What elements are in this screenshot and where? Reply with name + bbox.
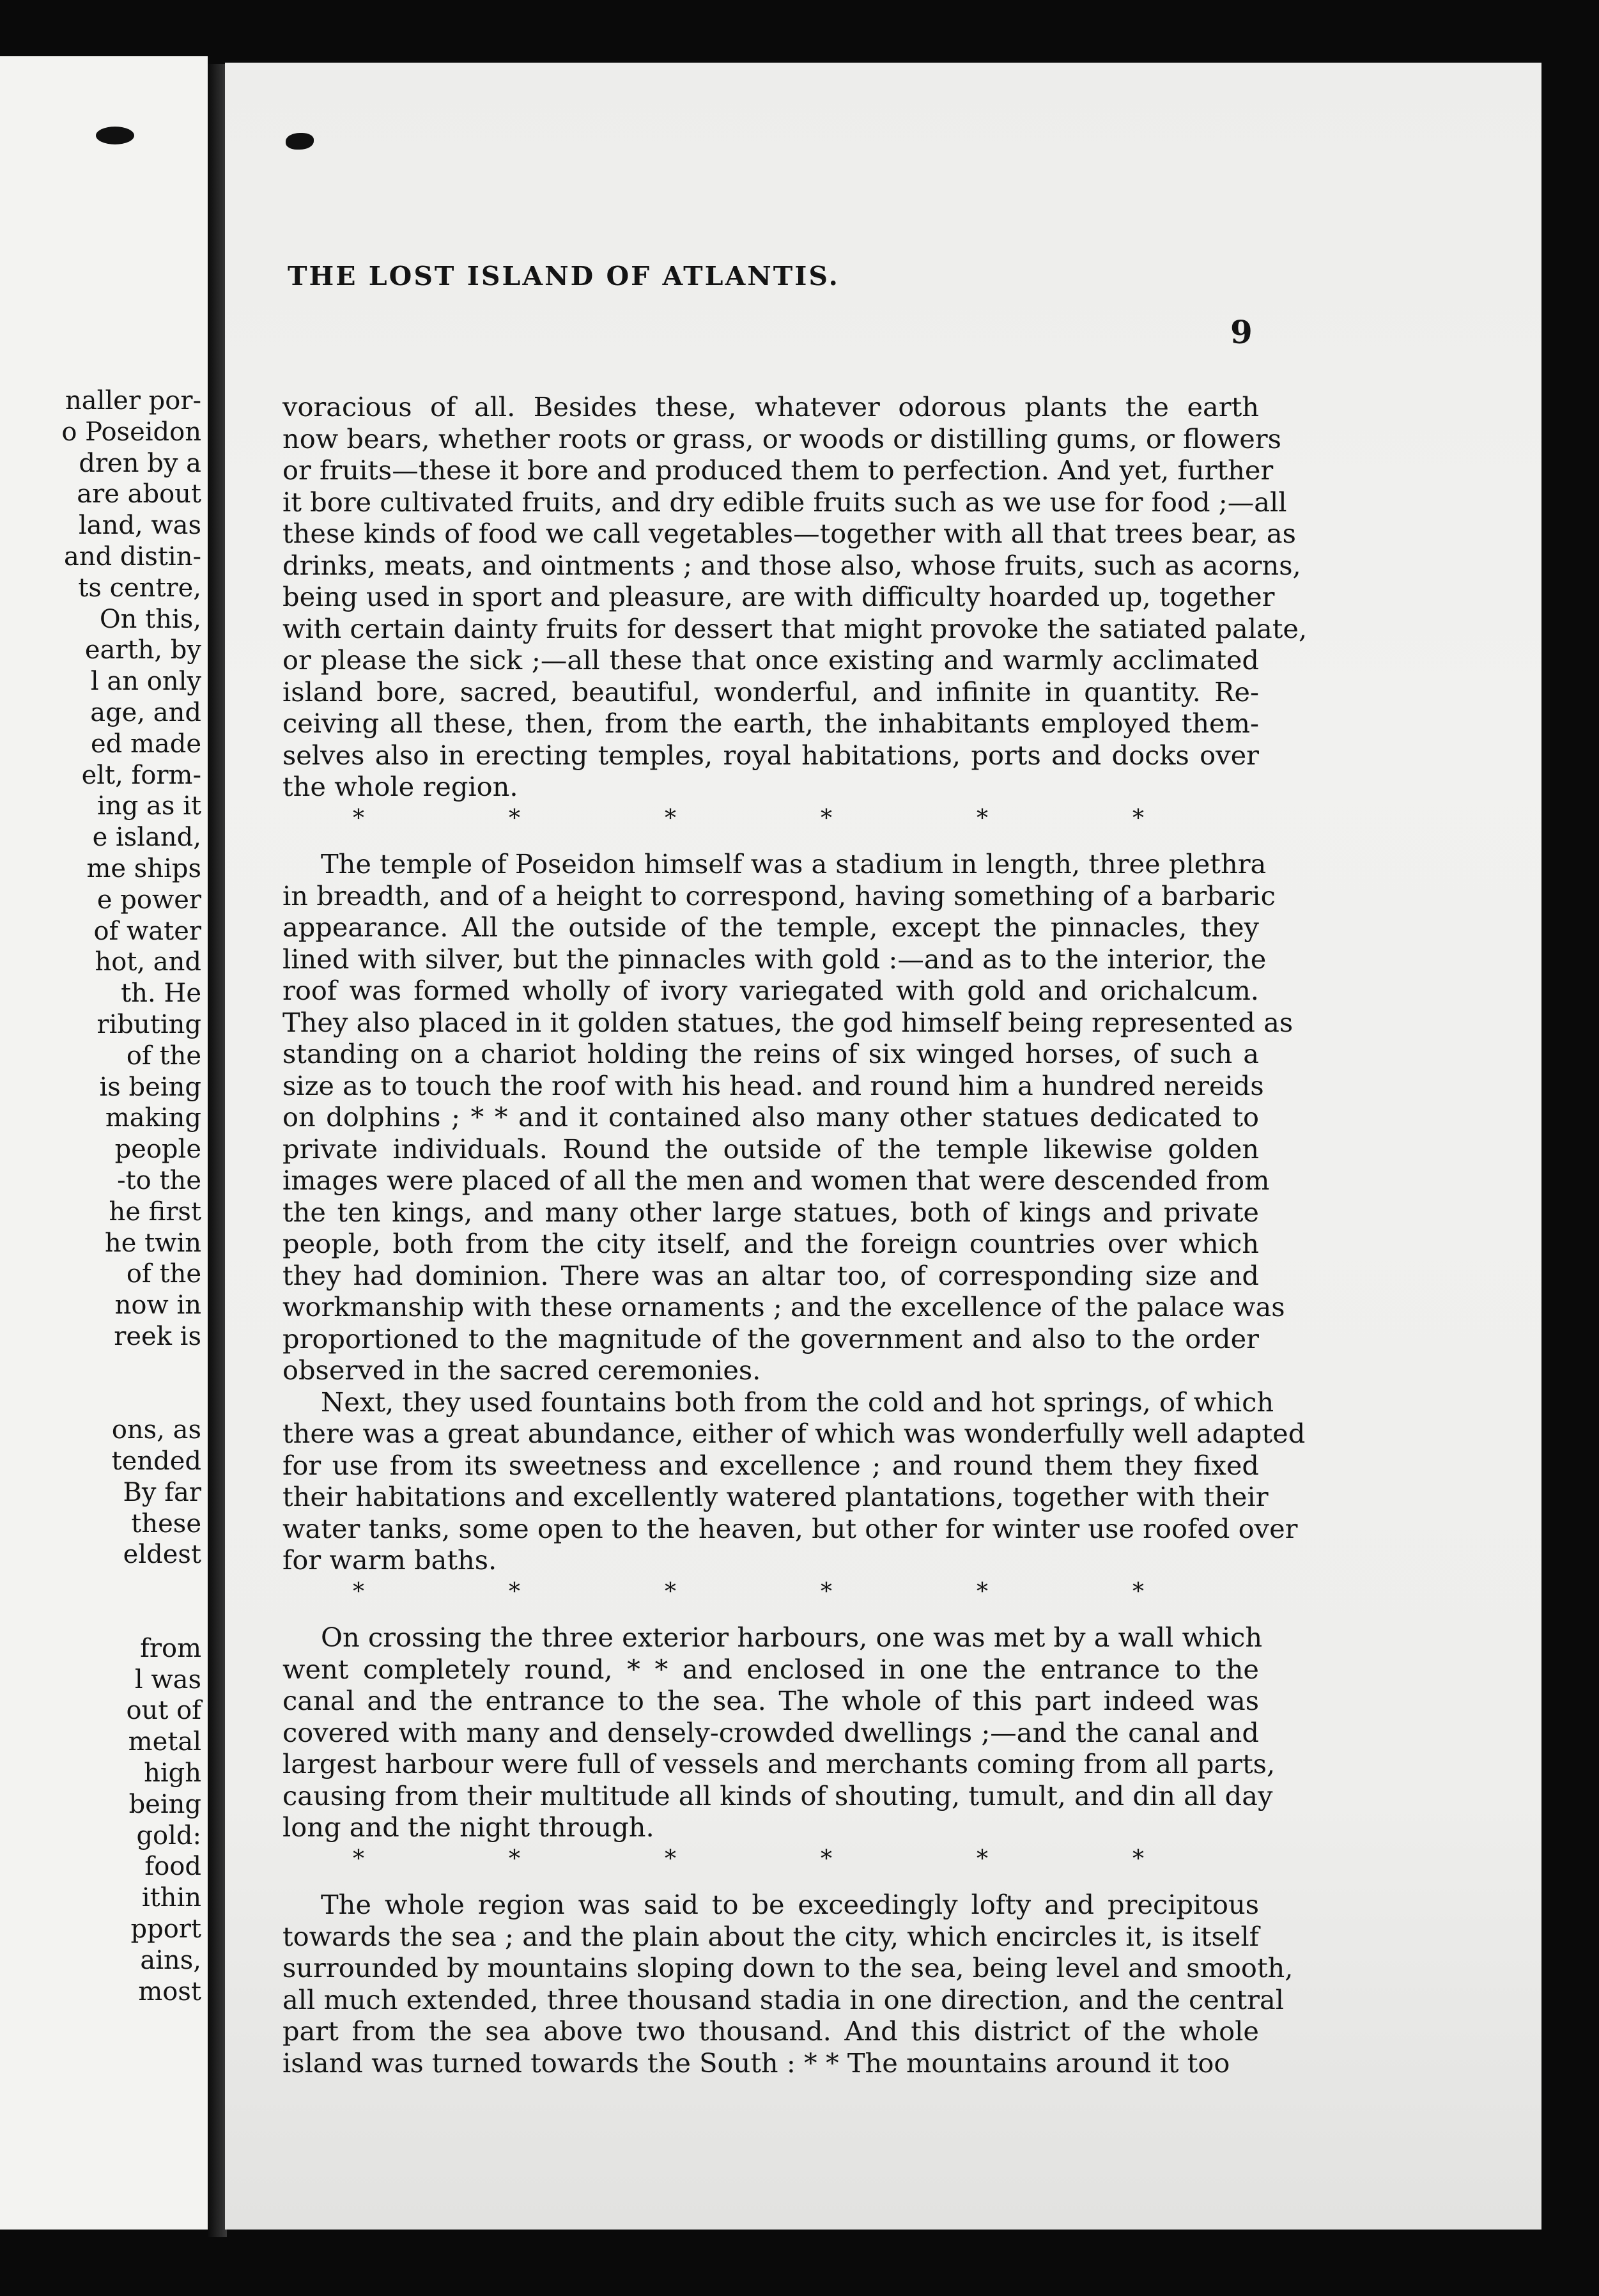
- left-fragment-line: On this,: [99, 604, 201, 634]
- text-line: ceiving all these, then, from the earth, the inhabitants employed them-: [282, 708, 1259, 739]
- text-line: water tanks, some open to the heaven, but other for winter use roofed over: [282, 1512, 1298, 1544]
- left-fragment-line: th. He: [121, 979, 201, 1009]
- text-line: people, both from the city itself, and the foreign countries over which: [282, 1228, 1259, 1259]
- left-fragment-line: e island,: [92, 823, 201, 853]
- left-fragment-line: e power: [97, 885, 201, 915]
- left-fragment-line: naller por-: [65, 386, 201, 415]
- separator-star: *: [509, 805, 520, 832]
- text-line: workmanship with these ornaments ; and the excellence of the palace was: [282, 1291, 1285, 1323]
- text-line: selves also in erecting temples, royal habitations, ports and docks over: [282, 739, 1259, 771]
- left-fragment-line: people: [114, 1135, 201, 1165]
- separator-star: *: [821, 805, 832, 832]
- left-fragment-line: reek is: [114, 1321, 201, 1351]
- left-fragment-line: out of: [126, 1696, 201, 1726]
- left-fragment-line: age, and: [90, 697, 201, 727]
- left-fragment-line: gold:: [136, 1820, 201, 1850]
- separator-star: *: [353, 1578, 364, 1605]
- left-fragment-line: o Poseidon: [61, 417, 201, 447]
- text-line: there was a great abundance, either of which was wonderfully well adapted: [282, 1418, 1306, 1449]
- separator-star: *: [665, 1845, 676, 1872]
- left-fragment-line: eldest: [123, 1540, 201, 1570]
- left-fragment-line: these: [131, 1509, 201, 1539]
- left-fragment-line: [61, 1602, 201, 1633]
- left-fragment-line: me ships: [86, 853, 201, 883]
- text-line: for warm baths.: [282, 1544, 497, 1576]
- left-fragment-line: and distin-: [64, 541, 201, 571]
- text-line: observed in the sacred ceremonies.: [282, 1354, 761, 1386]
- section-separator: [282, 1843, 1259, 1875]
- left-fragment-line: food: [144, 1852, 201, 1882]
- left-fragment-line: l was: [134, 1664, 201, 1695]
- text-line: standing on a chariot holding the reins of six winged horses, of such a: [282, 1038, 1259, 1069]
- paragraph-2: [282, 848, 1294, 1386]
- page-number: 9: [1230, 313, 1253, 351]
- text-line: drinks, meats, and ointments ; and those also, whose fruits, such as acorns,: [282, 549, 1301, 581]
- text-line: size as to touch the roof with his head. and round him a hundred nereids: [282, 1069, 1264, 1101]
- left-fragment-line: most: [138, 1976, 201, 2006]
- separator-star: *: [821, 1845, 832, 1872]
- ink-blot: [96, 127, 134, 144]
- left-fragment-line: are about: [77, 479, 201, 509]
- left-fragment-line: of water: [93, 916, 201, 946]
- text-line: private individuals. Round the outside of the temple likewise golden: [282, 1133, 1259, 1165]
- text-line: their habitations and excellently watered plantations, together with their: [282, 1481, 1269, 1512]
- separator-star: *: [665, 1578, 676, 1605]
- body-text: [282, 391, 1308, 2079]
- separator-star: *: [509, 1578, 520, 1605]
- separator-star: *: [665, 805, 676, 832]
- text-line: these kinds of food we call vegetables—together with all that trees bear, as: [282, 518, 1296, 549]
- left-fragment-line: being: [128, 1789, 201, 1819]
- left-page-fragment: [0, 56, 208, 2230]
- left-fragment-line: ons, as: [111, 1415, 201, 1445]
- text-line: largest harbour were full of vessels and merchants coming from all parts,: [282, 1748, 1276, 1780]
- left-fragment-line: ts centre,: [78, 573, 201, 603]
- text-line: part from the sea above two thousand. And this district of the whole: [282, 2015, 1259, 2047]
- separator-star: *: [821, 1578, 832, 1605]
- text-line: towards the sea ; and the plain about the city, which encircles it, is itself: [282, 1920, 1259, 1952]
- text-line: being used in sport and pleasure, are with difficulty hoarded up, together: [282, 581, 1275, 612]
- text-line: The temple of Poseidon himself was a stadium in length, three plethra: [321, 848, 1267, 880]
- text-line: surrounded by mountains sloping down to the sea, being level and smooth,: [282, 1952, 1294, 1983]
- left-fragment-line: [61, 1571, 201, 1602]
- left-fragment-line: [61, 1384, 201, 1415]
- paragraph-3: [282, 1386, 1306, 1576]
- section-separator: [282, 1576, 1259, 1608]
- paragraph-1: [282, 391, 1308, 803]
- paragraph-4: [282, 1622, 1276, 1843]
- ink-blot: [286, 133, 314, 150]
- text-line: or please the sick ;—all these that once existing and warmly acclimated: [282, 644, 1259, 676]
- text-line: images were placed of all the men and women that were descended from: [282, 1165, 1270, 1196]
- text-line: proportioned to the magnitude of the government and also to the order: [282, 1323, 1259, 1354]
- text-line: Next, they used fountains both from the cold and hot springs, of which: [321, 1386, 1274, 1418]
- left-fragment-line: earth, by: [84, 635, 201, 665]
- text-line: it bore cultivated fruits, and dry edible fruits such as we use for food ;—all: [282, 486, 1287, 518]
- text-line: now bears, whether roots or grass, or woods or distilling gums, or flowers: [282, 423, 1281, 454]
- text-line: voracious of all. Besides these, whatever odorous plants the earth: [282, 391, 1259, 423]
- left-fragment-line: high: [144, 1758, 201, 1788]
- text-line: long and the night through.: [282, 1811, 654, 1843]
- text-line: On crossing the three exterior harbours, one was met by a wall which: [321, 1622, 1263, 1653]
- left-fragment-line: ains,: [140, 1945, 201, 1975]
- text-line: on dolphins ; * * and it contained also many other statues dedicated to: [282, 1101, 1259, 1133]
- text-line: all much extended, three thousand stadia in one direction, and the central: [282, 1983, 1285, 2015]
- left-fragment-line: ithin: [141, 1883, 201, 1913]
- text-line: appearance. All the outside of the temple, except the pinnacles, they: [282, 911, 1259, 943]
- left-fragment-line: making: [105, 1103, 201, 1133]
- left-fragment-line: ributing: [97, 1009, 201, 1039]
- text-line: with certain dainty fruits for dessert that might provoke the satiated palate,: [282, 612, 1308, 644]
- left-fragment-line: -to the: [117, 1165, 201, 1195]
- left-fragment-line: now in: [114, 1291, 201, 1321]
- left-fragment-line: By far: [123, 1477, 201, 1507]
- separator-star: *: [977, 1578, 988, 1605]
- text-line: island was turned towards the South : * * The mountains around it too: [282, 2047, 1230, 2079]
- left-fragment-line: hot, and: [95, 947, 201, 977]
- left-fragment-line: land, was: [78, 511, 201, 541]
- book-gutter: [208, 64, 227, 2237]
- separator-star: *: [1132, 1845, 1144, 1872]
- separator-star: *: [977, 1845, 988, 1872]
- separator-star: *: [509, 1845, 520, 1872]
- separator-star: *: [353, 805, 364, 832]
- text-line: The whole region was said to be exceedingly lofty and precipitous: [321, 1889, 1259, 1920]
- left-fragment-line: he first: [109, 1197, 201, 1227]
- text-line: the whole region.: [282, 771, 518, 802]
- text-line: They also placed in it golden statues, the god himself being represented as: [282, 1006, 1294, 1038]
- section-separator: [282, 803, 1259, 835]
- left-fragment-line: is being: [99, 1072, 201, 1102]
- separator-star: *: [1132, 1578, 1144, 1605]
- separator-star: *: [353, 1845, 364, 1872]
- text-line: lined with silver, but the pinnacles with gold :—and as to the interior, the: [282, 943, 1267, 975]
- left-fragment-line: dren by a: [79, 448, 201, 478]
- left-fragment-line: tended: [111, 1447, 201, 1477]
- text-line: for use from its sweetness and excellence ; and round them they fixed: [282, 1449, 1259, 1481]
- text-line: causing from their multitude all kinds of shouting, tumult, and din all day: [282, 1780, 1273, 1811]
- left-fragment-line: he twin: [104, 1228, 201, 1258]
- text-line: covered with many and densely-crowded dwellings ;—and the canal and: [282, 1716, 1259, 1748]
- left-fragment-line: of the: [126, 1259, 201, 1289]
- text-line: island bore, sacred, beautiful, wonderful, and infinite in quantity. Re-: [282, 676, 1259, 708]
- running-header: THE LOST ISLAND OF ATLANTIS.: [288, 261, 840, 291]
- left-fragment-line: pport: [130, 1914, 201, 1944]
- text-line: the ten kings, and many other large statues, both of kings and private: [282, 1196, 1259, 1228]
- left-fragment-line: of the: [126, 1041, 201, 1071]
- left-fragment-line: ed made: [90, 729, 201, 759]
- text-line: in breadth, and of a height to correspond, having something of a barbaric: [282, 880, 1276, 911]
- text-line: they had dominion. There was an altar too, of corresponding size and: [282, 1259, 1259, 1291]
- text-line: went completely round, * * and enclosed in one the entrance to the: [282, 1653, 1259, 1685]
- text-line: roof was formed wholly of ivory variegated with gold and orichalcum.: [282, 975, 1259, 1006]
- left-fragment-line: [61, 1353, 201, 1384]
- separator-star: *: [1132, 805, 1144, 832]
- separator-star: *: [977, 805, 988, 832]
- text-line: canal and the entrance to the sea. The whole of this part indeed was: [282, 1685, 1259, 1716]
- left-fragment-line: elt, form-: [81, 760, 201, 790]
- left-fragment-line: l an only: [90, 667, 201, 697]
- left-page-text: [61, 385, 201, 2007]
- left-fragment-line: from: [140, 1633, 201, 1663]
- left-fragment-line: ing as it: [97, 791, 201, 821]
- left-fragment-line: metal: [128, 1727, 201, 1757]
- paragraph-5: [282, 1889, 1294, 2079]
- text-line: or fruits—these it bore and produced them to perfection. And yet, further: [282, 454, 1274, 486]
